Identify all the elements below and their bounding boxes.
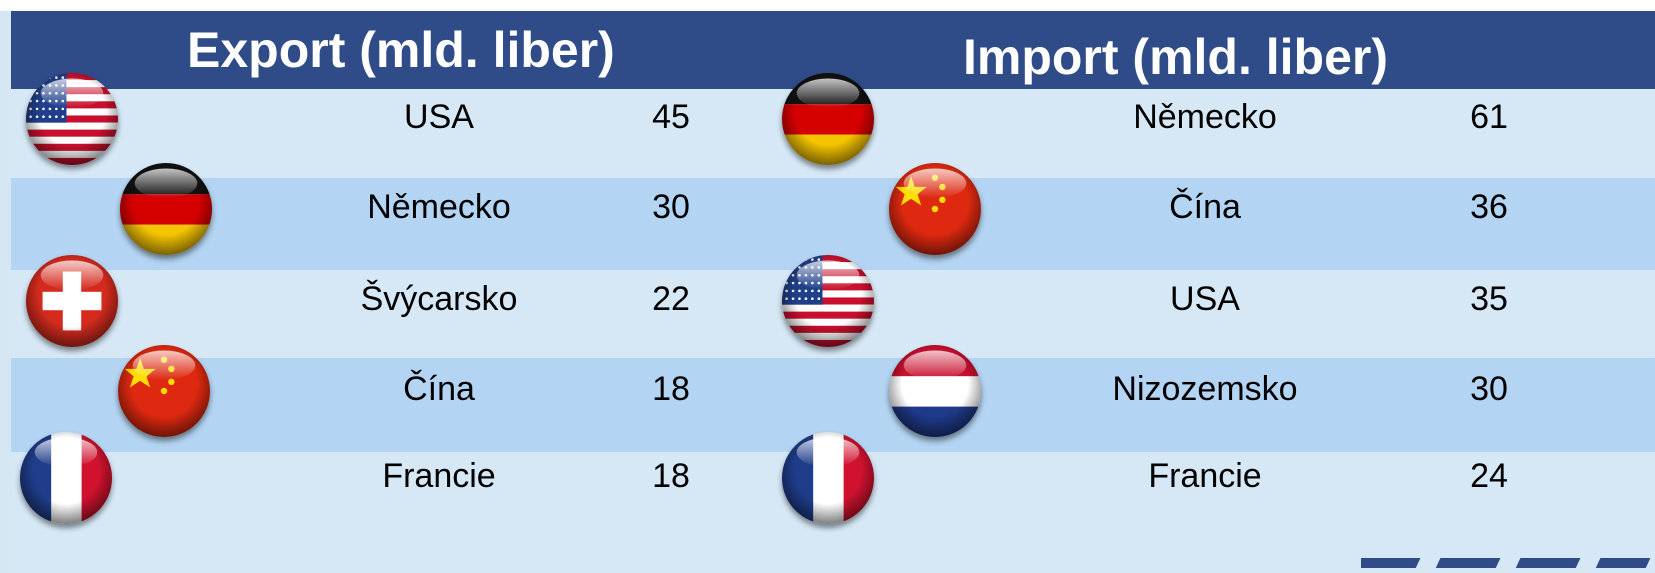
france-flag-icon — [20, 432, 112, 524]
import-value: 24 — [1470, 457, 1508, 495]
trade-table — [11, 11, 1655, 573]
import-country-name: Čína — [1169, 188, 1241, 226]
import-country-name: Francie — [1148, 457, 1262, 495]
import-value: 35 — [1470, 280, 1508, 318]
china-flag-icon — [889, 163, 981, 255]
germany-flag-icon — [120, 163, 212, 255]
export-country-name: Švýcarsko — [360, 280, 518, 318]
import-value: 30 — [1470, 370, 1508, 408]
import-title: Import (mld. liber) — [963, 29, 1388, 85]
import-value: 36 — [1470, 188, 1508, 226]
export-country-name: Francie — [382, 457, 496, 495]
export-country-name: Čína — [403, 370, 475, 408]
export-country-name: USA — [404, 98, 474, 136]
usa-flag-icon — [782, 255, 874, 347]
import-value: 61 — [1470, 98, 1508, 136]
switzerland-flag-icon — [26, 255, 118, 347]
export-value: 18 — [652, 457, 690, 495]
export-value: 30 — [652, 188, 690, 226]
export-country-name: Německo — [367, 188, 511, 226]
import-country-name: Německo — [1133, 98, 1277, 136]
china-flag-icon — [118, 345, 210, 437]
export-title: Export (mld. liber) — [187, 22, 615, 78]
export-value: 18 — [652, 370, 690, 408]
export-value: 22 — [652, 280, 690, 318]
netherlands-flag-icon — [889, 345, 981, 437]
export-value: 45 — [652, 98, 690, 136]
usa-flag-icon — [26, 73, 118, 165]
germany-flag-icon — [782, 73, 874, 165]
import-country-name: USA — [1170, 280, 1240, 318]
import-country-name: Nizozemsko — [1112, 370, 1298, 408]
logo-fragment — [1361, 546, 1655, 573]
france-flag-icon — [782, 432, 874, 524]
top-strip — [0, 0, 1655, 11]
